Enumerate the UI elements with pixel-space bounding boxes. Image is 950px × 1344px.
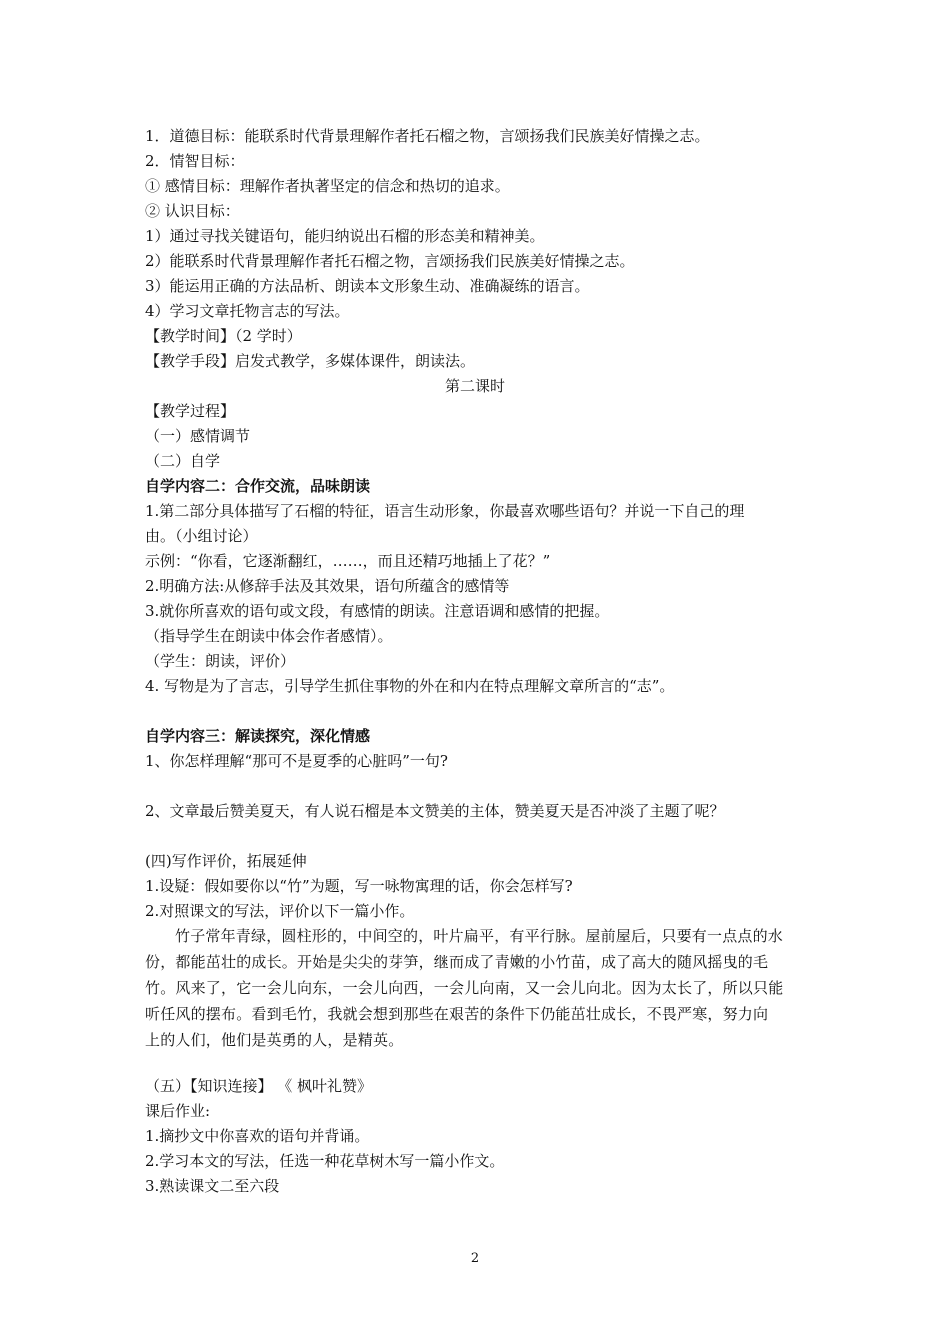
section3-heading: 自学内容三：解读探究，深化情感 [145,727,371,745]
homework-item-2: 2.学习本文的写法，任选一种花草树木写一篇小作文。 [145,1152,505,1170]
page-number: 2 [470,1251,480,1266]
cognition-item-4: 4）学习文章托物言志的写法。 [145,302,350,320]
section2-item-1-cont: 由。（小组讨论） [145,527,258,545]
section5-heading: （五）【知识连接】 《 枫叶礼赞》 [145,1077,373,1095]
teaching-time: 【教学时间】（2 学时） [145,327,302,345]
section4-item-1: 1.设疑：假如要你以“竹”为题，写一咏物寓理的话，你会怎样写? [145,877,573,895]
section2-item-3-note: （指导学生在朗读中体会作者感情）。 [145,627,393,645]
section2-heading: 自学内容二：合作交流，品味朗读 [145,477,371,495]
objective-cognition: ② 认识目标： [145,202,240,220]
cognition-item-3: 3）能运用正确的方法品析、朗读本文形象生动、准确凝练的语言。 [145,277,590,295]
essay-line-5: 上的人们，他们是英勇的人，是精英。 [145,1031,404,1049]
essay-line-3: 竹。风来了，它一会儿向东，一会儿向西，一会儿向南，又一会儿向北。因为太长了，所以只能 [145,979,784,997]
homework-item-3: 3.熟读课文二至六段 [145,1177,280,1195]
section3-question-1: 1、你怎样理解“那可不是夏季的心脏吗”一句? [145,752,448,770]
section2-item-3-student: （学生：朗读，评价） [145,652,296,670]
objective-feeling: ① 感情目标：理解作者执著坚定的信念和热切的追求。 [145,177,510,195]
section2-item-4: 4. 写物是为了言志，引导学生抓住事物的外在和内在特点理解文章所言的“志”。 [145,677,675,695]
section3-question-2: 2、文章最后赞美夏天，有人说石榴是本文赞美的主体，赞美夏天是否冲淡了主题了呢？ [145,802,725,820]
section2-item-1: 1.第二部分具体描写了石榴的特征，语言生动形象，你最喜欢哪些语句？并说一下自己的理 [145,502,745,520]
homework-item-1: 1.摘抄文中你喜欢的语句并背诵。 [145,1127,370,1145]
section2-example: 示例：“你看，它逐渐翻红，……，而且还精巧地插上了花？” [145,552,551,570]
section2-item-2: 2.明确方法:从修辞手法及其效果，语句所蕴含的感情等 [145,577,510,595]
section2-item-3: 3.就你所喜欢的语句或文段，有感情的朗读。注意语调和感情的把握。 [145,602,610,620]
essay-line-4: 听任风的摆布。看到毛竹，我就会想到那些在艰苦的条件下仍能茁壮成长，不畏严寒，努力向 [145,1005,769,1023]
objective-moral: 1．道德目标：能联系时代背景理解作者托石榴之物，言颂扬我们民族美好情操之志。 [145,127,710,145]
essay-line-2: 份，都能茁壮的成长。开始是尖尖的芽笋，继而成了青嫩的小竹苗，成了高大的随风摇曳的毛 [145,953,769,971]
essay-line-1: 竹子常年青绿，圆柱形的，中间空的，叶片扁平，有平行脉。屋前屋后，只要有一点点的水 [175,927,784,945]
teaching-means: 【教学手段】启发式教学，多媒体课件，朗读法。 [145,352,476,370]
homework-heading: 课后作业: [145,1102,211,1120]
objective-emotional-intellectual: 2．情智目标： [145,152,245,170]
section4-heading: (四)写作评价，拓展延伸 [145,852,307,870]
process-step-2: （二）自学 [145,452,221,470]
teaching-process-heading: 【教学过程】 [145,402,236,420]
cognition-item-2: 2）能联系时代背景理解作者托石榴之物，言颂扬我们民族美好情操之志。 [145,252,635,270]
process-step-1: （一）感情调节 [145,427,251,445]
section4-item-2: 2.对照课文的写法，评价以下一篇小作。 [145,902,415,920]
lesson-title: 第二课时 [444,377,505,395]
cognition-item-1: 1）通过寻找关键语句，能归纳说出石榴的形态美和精神美。 [145,227,545,245]
